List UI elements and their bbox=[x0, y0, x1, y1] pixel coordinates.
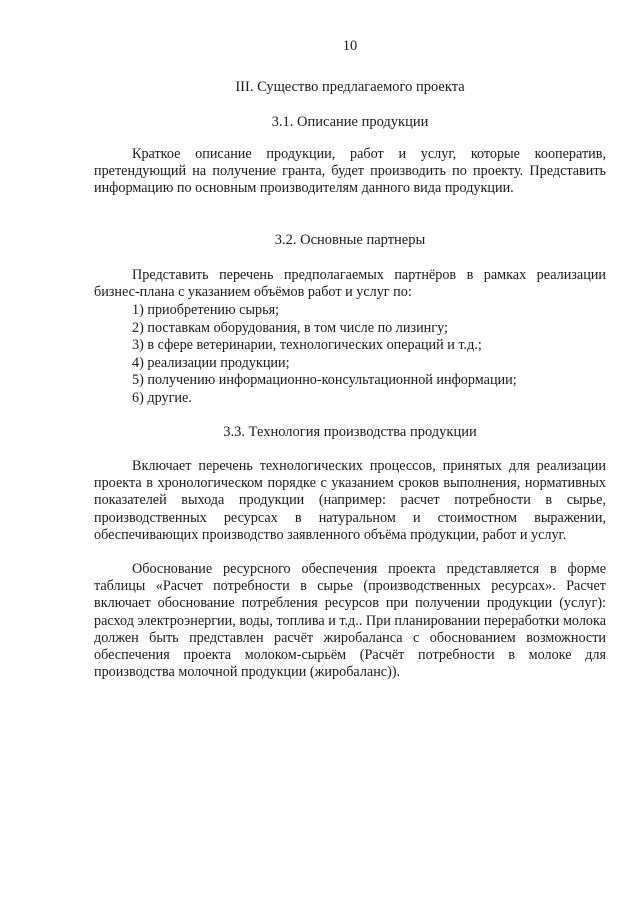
list-item: 2) поставкам оборудования, в том числе по лизингу; bbox=[132, 319, 448, 336]
subsection-heading-3-2: 3.2. Основные партнеры bbox=[274, 232, 426, 248]
subsection-heading-3-3: 3.3. Технология производства продукции bbox=[223, 424, 477, 440]
list-item: 4) реализации продукции; bbox=[132, 354, 290, 371]
paragraph-resource-justification: Обоснование ресурсного обеспечения проекта представляется в форме таблицы «Расчет потребности в сырье (производственных ресурсах». Расчет включает обоснование потребления ресурсов при получении продукции (услуг): расход электроэнергии, воды, топлива и т.д.. При планировании переработки молока должен быть представлен расчёт жиробаланса с обоснованием возможности обеспечения проекта молоком-сырьём (Расчёт потребности в молоке для производства молочной продукции (жиробаланс)). bbox=[94, 561, 606, 681]
list-item: 5) получению информационно-консультационной информации; bbox=[132, 372, 517, 388]
section-title: III. Существо предлагаемого проекта bbox=[235, 79, 465, 95]
subsection-heading-3-1: 3.1. Описание продукции bbox=[271, 114, 429, 130]
list-item: 6) другие. bbox=[132, 389, 192, 406]
paragraph-partners-intro: Представить перечень предполагаемых партнёров в рамках реализации бизнес-плана с указанием объёмов работ и услуг по: bbox=[94, 267, 606, 301]
partners-list bbox=[132, 302, 517, 407]
paragraph-product-description: Краткое описание продукции, работ и услуг, которые кооператив, претендующий на получение гранта, будет производить по проекту. Представить информацию по основным производителям данного вида продукции. bbox=[94, 146, 606, 197]
paragraph-technology-processes: Включает перечень технологических процессов, принятых для реализации проекта в хронологическом порядке с указанием сроков выполнения, нормативных показателей выхода продукции (например: расчет потребности в сырье, производственных ресурсах в натуральном и стоимостном выражении, обеспечивающих производство заявленного объёма продукции, работ и услуг. bbox=[94, 458, 606, 543]
list-item: 1) приобретению сырья; bbox=[132, 302, 280, 318]
page-number: 10 bbox=[342, 38, 358, 54]
list-item: 3) в сфере ветеринарии, технологических операций и т.д.; bbox=[132, 337, 482, 353]
